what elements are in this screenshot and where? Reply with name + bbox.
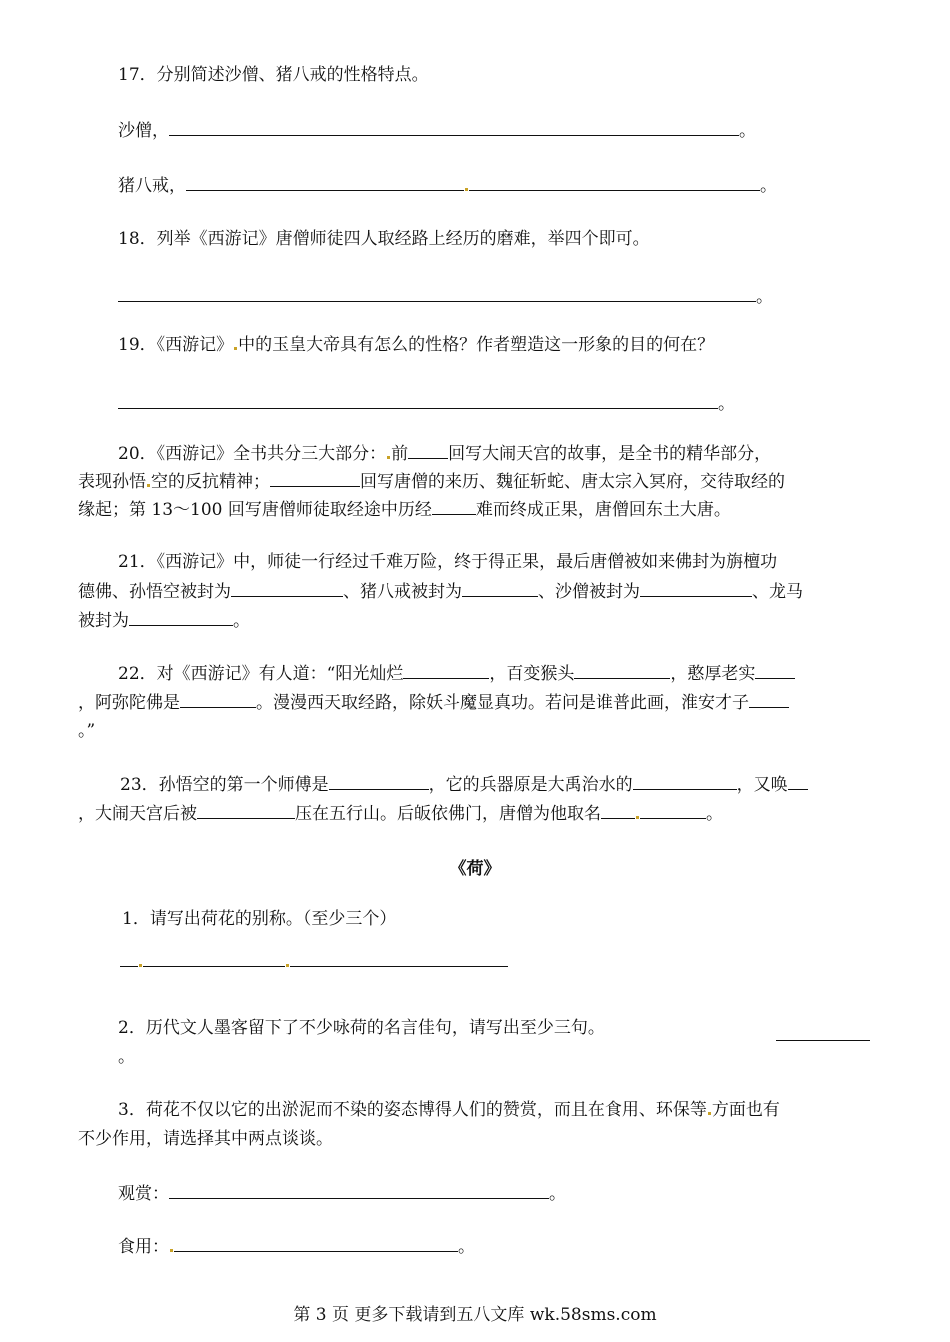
mark-dot [147,484,150,487]
q22-line-1 [118,662,795,685]
q17-question: 17．分别简述沙僧、猪八戒的性格特点。 [118,65,429,85]
q17-zhu-blank-a[interactable] [186,174,464,191]
q20-text-1b: 前 [391,444,409,464]
q21-text-2a: 德佛、孙悟空被封为 [78,582,231,602]
q23-text-2c: 。 [706,804,723,824]
q17-sha-end: 。 [739,121,756,141]
mark-dot [636,816,639,819]
q21-blank-4[interactable] [129,609,233,626]
q23-blank-4[interactable] [197,802,295,819]
q21-text-3b: 。 [233,611,250,631]
mark-dot [139,964,142,967]
mark-dot [708,1112,711,1115]
mark-dot [170,1249,173,1252]
q23-blank-1[interactable] [329,773,429,790]
q18-blank[interactable] [118,285,756,302]
h3-guan-row [118,1182,566,1205]
q17-zhu-row [118,174,777,197]
q22-text-1c: ，憨厚老实 [670,664,756,684]
q20-text-1a: 20．《西游记》全书共分三大部分： [118,444,387,464]
h3-guan-blank[interactable] [169,1182,549,1199]
q23-blank-2[interactable] [633,773,737,790]
q23-blank-3[interactable] [788,773,808,790]
q20-blank-2[interactable] [270,470,360,487]
h1-question: 1．请写出荷花的别称。（至少三个） [122,909,397,929]
q20-blank-1[interactable] [408,442,448,459]
q20-line-2 [78,470,785,493]
q21-text-2c: 、沙僧被封为 [538,582,640,602]
q19-answer-row [118,392,735,415]
mark-dot [286,964,289,967]
q17-zhu-end: 。 [760,176,777,196]
q19-question [118,334,714,356]
q20-blank-3[interactable] [432,498,476,515]
q23-blank-5a[interactable] [601,802,635,819]
q20-line-3 [78,498,731,521]
q23-text-2a: ，大闹天宫后被 [78,804,197,824]
q23-text-1b: ，它的兵器原是大禹治水的 [428,775,633,795]
section-title: 《荷》 [449,859,501,879]
q20-text-3b: 难而终成正果，唐僧回东土大唐。 [475,500,731,520]
q17-sha-label: 沙僧， [118,121,169,141]
q22-line-2 [78,691,789,714]
q23-blank-5b[interactable] [640,802,706,819]
q19-blank[interactable] [118,392,718,409]
q21-text-3a: 被封为 [78,611,129,631]
h3-guan-end: 。 [549,1184,566,1204]
q22-blank-2[interactable] [574,662,670,679]
h1-blank-1[interactable] [120,950,138,967]
h1-answer-row [120,950,508,973]
h3-text-1b: 方面也有 [711,1100,780,1120]
q19-question-b: 中的玉皇大帝具有怎么的性格？作者塑造这一形象的目的何在？ [238,335,715,355]
q22-blank-3[interactable] [755,662,795,679]
q22-text-2b: 。漫漫西天取经路，除妖斗魔显真功。若问是谁普此画，淮安才子 [256,693,749,713]
h2-answer-row [776,1024,870,1047]
q17-zhu-label: 猪八戒， [118,176,186,196]
mark-dot [387,456,390,459]
q19-end: 。 [718,394,735,414]
q21-line-3 [78,609,250,632]
q20-line-1 [118,442,771,465]
q20-text-2c: 回写唐僧的来历、魏征斩蛇、唐太宗入冥府，交待取经的 [360,472,785,492]
q23-line-2 [78,802,723,825]
h3-shi-label: 食用： [118,1237,169,1257]
q23-text-1a: 23．孙悟空的第一个师傅是 [120,775,329,795]
q18-end: 。 [756,287,773,307]
q21-text-2b: 、猪八戒被封为 [343,582,462,602]
h3-shi-blank[interactable] [174,1235,458,1252]
q23-line-1 [120,773,808,796]
q21-line-2 [78,580,803,603]
mark-dot [234,347,237,350]
h3-line-1 [118,1099,780,1121]
q20-text-2b: 空的反抗精神； [151,472,270,492]
h1-blank-2[interactable] [143,950,285,967]
h3-shi-end: 。 [458,1237,475,1257]
h3-line-2: 不少作用，请选择其中两点谈谈。 [78,1129,333,1149]
q22-blank-5[interactable] [749,691,789,708]
h3-guan-label: 观赏： [118,1184,169,1204]
q22-text-1b: ，百变猴头 [489,664,575,684]
q20-text-2a: 表现孙悟 [78,472,146,492]
h1-blank-3[interactable] [290,950,508,967]
q22-line-3: 。” [78,721,96,741]
q21-blank-2[interactable] [462,580,538,597]
q20-text-1c: 回写大闹天宫的故事，是全书的精华部分， [448,444,772,464]
q22-text-2a: ，阿弥陀佛是 [78,693,180,713]
page-footer: 第 3 页 更多下载请到五八文库 wk.58sms.com [293,1305,657,1325]
q21-line-1: 21．《西游记》中，师徒一行经过千难万险，终于得正果，最后唐僧被如来佛封为旃檀功 [118,552,778,572]
q22-text-1a: 22．对《西游记》有人道：“阳光灿烂 [118,664,404,684]
q22-blank-1[interactable] [403,662,489,679]
q17-zhu-blank-b[interactable] [469,174,760,191]
h3-text-1a: 3．荷花不仅以它的出淤泥而不染的姿态博得人们的赞赏，而且在食用、环保等 [118,1100,707,1120]
q21-text-2d: 、龙马 [752,582,803,602]
q18-answer-row [118,285,773,308]
q23-text-2b: 压在五行山。后皈依佛门，唐僧为他取名 [295,804,601,824]
q17-sha-blank[interactable] [169,119,739,136]
h2-question: 2．历代文人墨客留下了不少咏荷的名言佳句，请写出至少三句。 [118,1018,605,1038]
q21-blank-3[interactable] [640,580,752,597]
q20-text-3a: 缘起；第 13～100 回写唐僧师徒取经途中历经 [78,500,432,520]
q23-text-1c: ，又唤 [736,775,788,795]
q18-question: 18．列举《西游记》唐僧师徒四人取经路上经历的磨难，举四个即可。 [118,229,650,249]
mark-dot [465,188,468,191]
h2-blank[interactable] [776,1024,870,1041]
q22-blank-4[interactable] [180,691,256,708]
h3-shi-row [118,1235,475,1258]
q21-blank-1[interactable] [231,580,343,597]
q19-question-a: 19．《西游记》 [118,335,234,355]
q17-sha-row [118,119,756,142]
h2-end: 。 [118,1047,135,1067]
